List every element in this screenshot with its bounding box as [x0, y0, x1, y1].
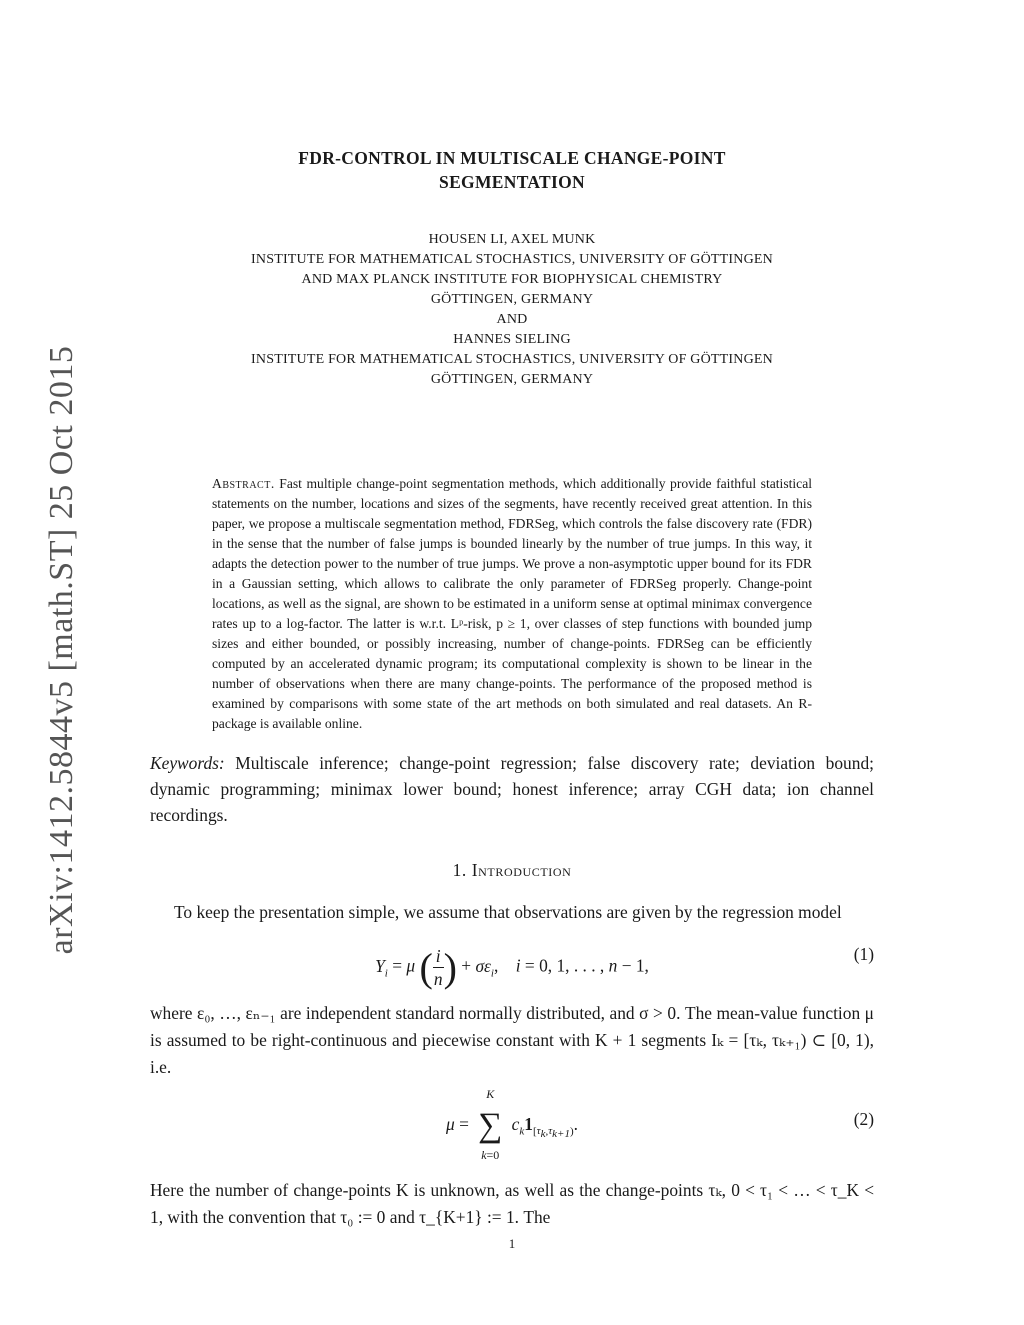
affiliation-line: AND MAX PLANCK INSTITUTE FOR BIOPHYSICAL CHEMISTRY — [301, 272, 723, 287]
paper-page — [150, 146, 874, 1231]
affiliation-line: GÖTTINGEN, GERMANY — [430, 372, 594, 387]
abstract-text: Fast multiple change-point segmentation methods, which additionally provide faithful statistical statements on the number, locations and sizes of the segments, have recently received great attention. In this paper, we propose a multiscale segmentation method, FDRSeg, which controls the false discovery rate (FDR) in the sense that the number of false jumps is bounded linearly by the number of true jumps. In this way, it adapts the detection power to the number of true jumps. We prove a non-asymptotic upper bound for its FDR in a Gaussian setting, which allows to calibrate the only parameter of FDRSeg properly. Change-point locations, as well as the signal, are shown to be estimated in a uniform sense at optimal minimax convergence rates up to a log-factor. The latter is w.r.t. Lᵖ-risk, p ≥ 1, over classes of step functions with bounded jump sizes and either bounded, or possibly increasing, number of change-points. FDRSeg can be efficiently computed by an accelerated dynamic program; its computational complexity is shown to be linear in the number of observations when there are many change-points. The performance of the proposed method is examined by comparisons with some state of the art methods on both simulated and real datasets. An R-package is available online. — [212, 476, 813, 731]
intro-paragraph-2: where ε₀, …, εₙ₋₁ are independent standard normally distributed, and σ > 0. The mean-value function μ is assumed to be right-continuous and piecewise constant with K + 1 segments Iₖ = [τₖ, τₖ₊₁) ⊂ [0, 1), i.e. — [150, 1003, 874, 1077]
keywords-text: Multiscale inference; change-point regression; false discovery rate; deviation bound; dynamic programming; minimax lower bound; honest inference; array CGH data; ion channel recordings. — [150, 753, 874, 825]
paper-title — [150, 146, 874, 194]
affiliation-line: INSTITUTE FOR MATHEMATICAL STOCHASTICS, UNIVERSITY OF GÖTTINGEN — [251, 352, 773, 367]
keywords — [150, 750, 874, 828]
equation-2-number: (2) — [853, 1109, 874, 1129]
equation-1 — [150, 926, 874, 990]
keywords-label: Keywords: — [150, 753, 225, 773]
abstract — [212, 474, 812, 734]
equation-1-body: $Y_i = \mu$ ( $\frac{i}{n}$ ) + $\sigma\varepsilon_i$, i = 0, 1, . . . , n − 1, — [375, 945, 649, 990]
title-line: SEGMENTATION — [439, 172, 585, 192]
affiliation-line: INSTITUTE FOR MATHEMATICAL STOCHASTICS, UNIVERSITY OF GÖTTINGEN — [251, 252, 773, 267]
affiliation-line: GÖTTINGEN, GERMANY — [430, 292, 594, 307]
intro-paragraph-1: To keep the presentation simple, we assume that observations are given by the regression model — [174, 902, 842, 922]
author-line: HOUSEN LI, AXEL MUNK — [428, 232, 596, 247]
author-block — [150, 230, 874, 390]
equation-2-body: μ = K ∑ k=0 $c_k1_{[\tau_k,\tau_{k+1})}$. — [446, 1087, 578, 1162]
author-line: HANNES SIELING — [453, 332, 571, 347]
arxiv-sidebar-stamp: arXiv:1412.5844v5 [math.ST] 25 Oct 2015 — [43, 345, 80, 955]
section-heading: 1. Introduction — [452, 860, 572, 880]
intro-paragraph-3: Here the number of change-points K is unknown, as well as the change-points τₖ, 0 < τ₁ < … < τ_K < 1, with the convention that τ₀ := 0 and τ_{K+1} := 1. The — [150, 1180, 874, 1227]
author-conjunction: AND — [496, 312, 528, 327]
title-line: FDR-CONTROL IN MULTISCALE CHANGE-POINT — [298, 148, 726, 168]
page-number: 1 — [508, 1236, 516, 1251]
abstract-label: Abstract. — [212, 476, 275, 491]
equation-1-number: (1) — [853, 944, 874, 964]
equation-2 — [150, 1081, 874, 1169]
